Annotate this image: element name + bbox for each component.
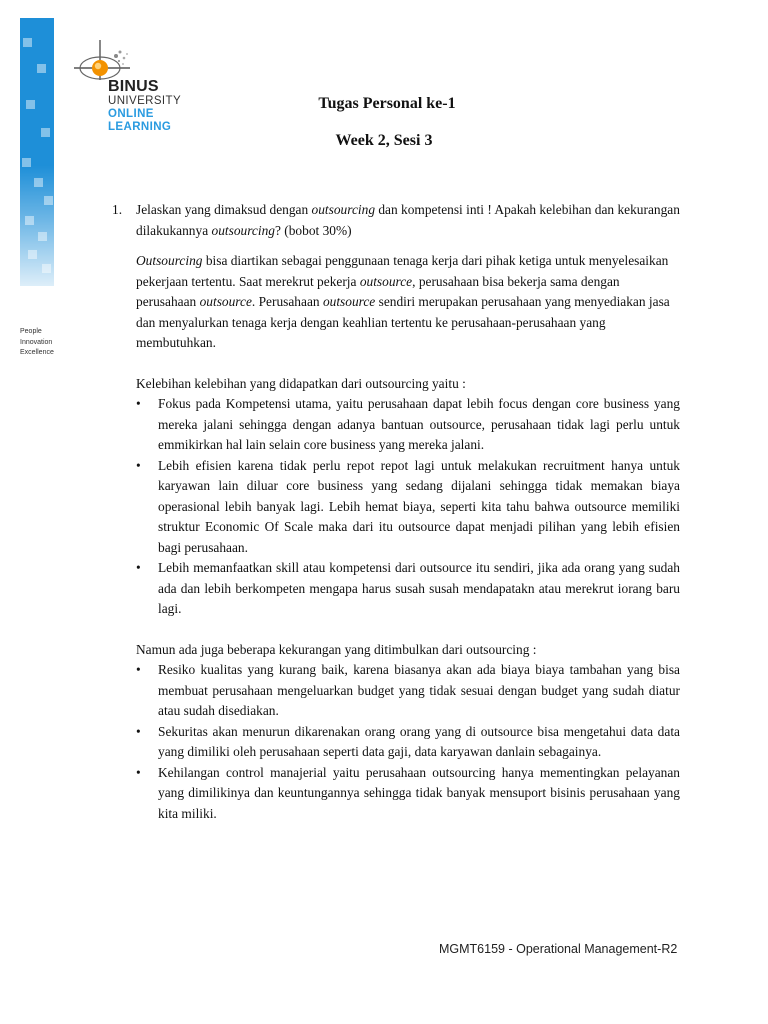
- document-subtitle: Week 2, Sesi 3: [335, 132, 433, 149]
- question-text-part: Jelaskan yang dimaksud dengan: [136, 202, 312, 217]
- answer-text-part: , perusahaan bisa bekerja sama dengan perusahaan: [136, 273, 620, 309]
- document-title: Tugas Personal ke-1: [318, 95, 456, 112]
- list-item-text: Resiko kualitas yang kurang baik, karena biasanya akan ada biaya biaya tambahan yang bisa membuat perusahaan mengeluarkan budget yang tidak sesuai dengan budget yang sudah diatur atau sudah disediakan.: [158, 662, 680, 718]
- bullet-icon: •: [136, 723, 141, 739]
- bullet-icon: •: [136, 764, 141, 780]
- bullet-icon: •: [136, 662, 141, 677]
- advantages-heading: Kelebihan kelebihan yang didapatkan dari outsourcing yaitu :: [136, 375, 466, 391]
- logo-online: ONLINE: [108, 108, 154, 120]
- answer-text-part: bisa diartikan sebagai penggunaan tenaga kerja dari pihak ketiga untuk menyelesaikan pekerjaan tertentu. Saat merekrut pekerja: [136, 253, 669, 289]
- list-item-text: Fokus pada Kompetensi utama, yaitu perusahaan dapat lebih focus dengan core business yang mereka jalani sehingga dengan adanya bantuan outsource, perusahaan tidak lagi perlu untuk emmikirkan hal lain selain core business yang mereka jalani.: [158, 396, 680, 452]
- list-item: [136, 763, 680, 825]
- tagline: [20, 327, 54, 359]
- question-text: [136, 200, 680, 241]
- tagline-people: People: [20, 328, 42, 335]
- tagline-innovation: Innovation: [20, 338, 53, 346]
- list-item-text: Lebih efisien karena tidak perlu repot repot lagi untuk melakukan recruitment hanya untuk karyawan lain diluar core business yang sedang dijalani sehingga tidak memakan biaya operasional lebih banyak lagi. Lebih hemat biaya, seperti kita tahu bahwa outsource memiliki struktur Economic Of Scale maka dari itu outsource dapat menjadi pilihan yang lebih efisien bagi perusahaan.: [158, 457, 680, 555]
- list-item: [136, 722, 680, 763]
- tagline-excellence: Excellence: [20, 349, 54, 356]
- disadvantages-heading: Namun ada juga beberapa kekurangan yang ditimbulkan dari outsourcing :: [136, 641, 537, 657]
- question-text-italic: outsourcing: [211, 222, 275, 238]
- question-text-part: dan kompetensi inti ! Apakah kelebihan dan kekurangan dilakukannya: [136, 202, 680, 238]
- answer-italic: outsource: [199, 294, 252, 309]
- answer-text: [136, 251, 680, 354]
- logo-university: UNIVERSITY: [108, 95, 182, 107]
- logo-learning: LEARNING: [108, 121, 172, 133]
- question-1: [112, 200, 680, 241]
- logo-binus: BINUS: [108, 78, 159, 95]
- binus-logo-mark-icon: [72, 38, 132, 82]
- side-decorative-band: [20, 18, 54, 286]
- answer-text-part: sendiri merupakan perusahaan yang menyediakan jasa dan menyalurkan tenaga kerja dengan keahlian tertentu ke perusahaan-perusahaan yang membutuhkan.: [136, 294, 670, 350]
- list-item-text: Lebih memanfaatkan skill atau kompetensi dari outsource itu sendiri, jika ada orang yang sudah ada dan lebih berkompeten mengapa harus susah susah mendapatakn atau merekrut iorang baru lagi.: [158, 560, 680, 616]
- disadvantages-list: [112, 660, 680, 824]
- bullet-icon: •: [136, 396, 141, 411]
- question-number: 1.: [112, 202, 123, 217]
- answer-italic: Outsourcing: [136, 253, 203, 268]
- list-item-text: Sekuritas akan menurun dikarenakan orang orang yang di outsource bisa mengetahui data data yang dimiliki oleh perusahaan seperti data gaji, data karyawan danlain sebagainya.: [158, 723, 680, 759]
- page-footer: MGMT6159 - Operational Management-R2: [439, 942, 678, 956]
- list-item-text: Kehilangan control manajerial yaitu perusahaan outsourcing hanya mementingkan pelayanan yang dimilikinya dan keuntungannya sehingga tidak banyak mensuport bisinis perusahaan yang kita miliki.: [158, 764, 680, 821]
- advantages-list: [112, 394, 680, 620]
- document-body: [112, 200, 680, 824]
- list-item: [136, 558, 680, 620]
- list-item: [136, 394, 680, 456]
- question-text-part: ? (bobot 30%): [274, 222, 352, 238]
- answer-text-part: . Perusahaan: [251, 294, 323, 309]
- bullet-icon: •: [136, 560, 141, 575]
- answer-paragraph: [112, 251, 680, 354]
- bullet-icon: •: [136, 457, 141, 473]
- list-item: [136, 456, 680, 559]
- list-item: [136, 660, 680, 722]
- question-text-italic: outsourcing: [311, 202, 376, 217]
- answer-italic: outsource: [359, 273, 413, 289]
- answer-italic: outsource: [322, 294, 376, 309]
